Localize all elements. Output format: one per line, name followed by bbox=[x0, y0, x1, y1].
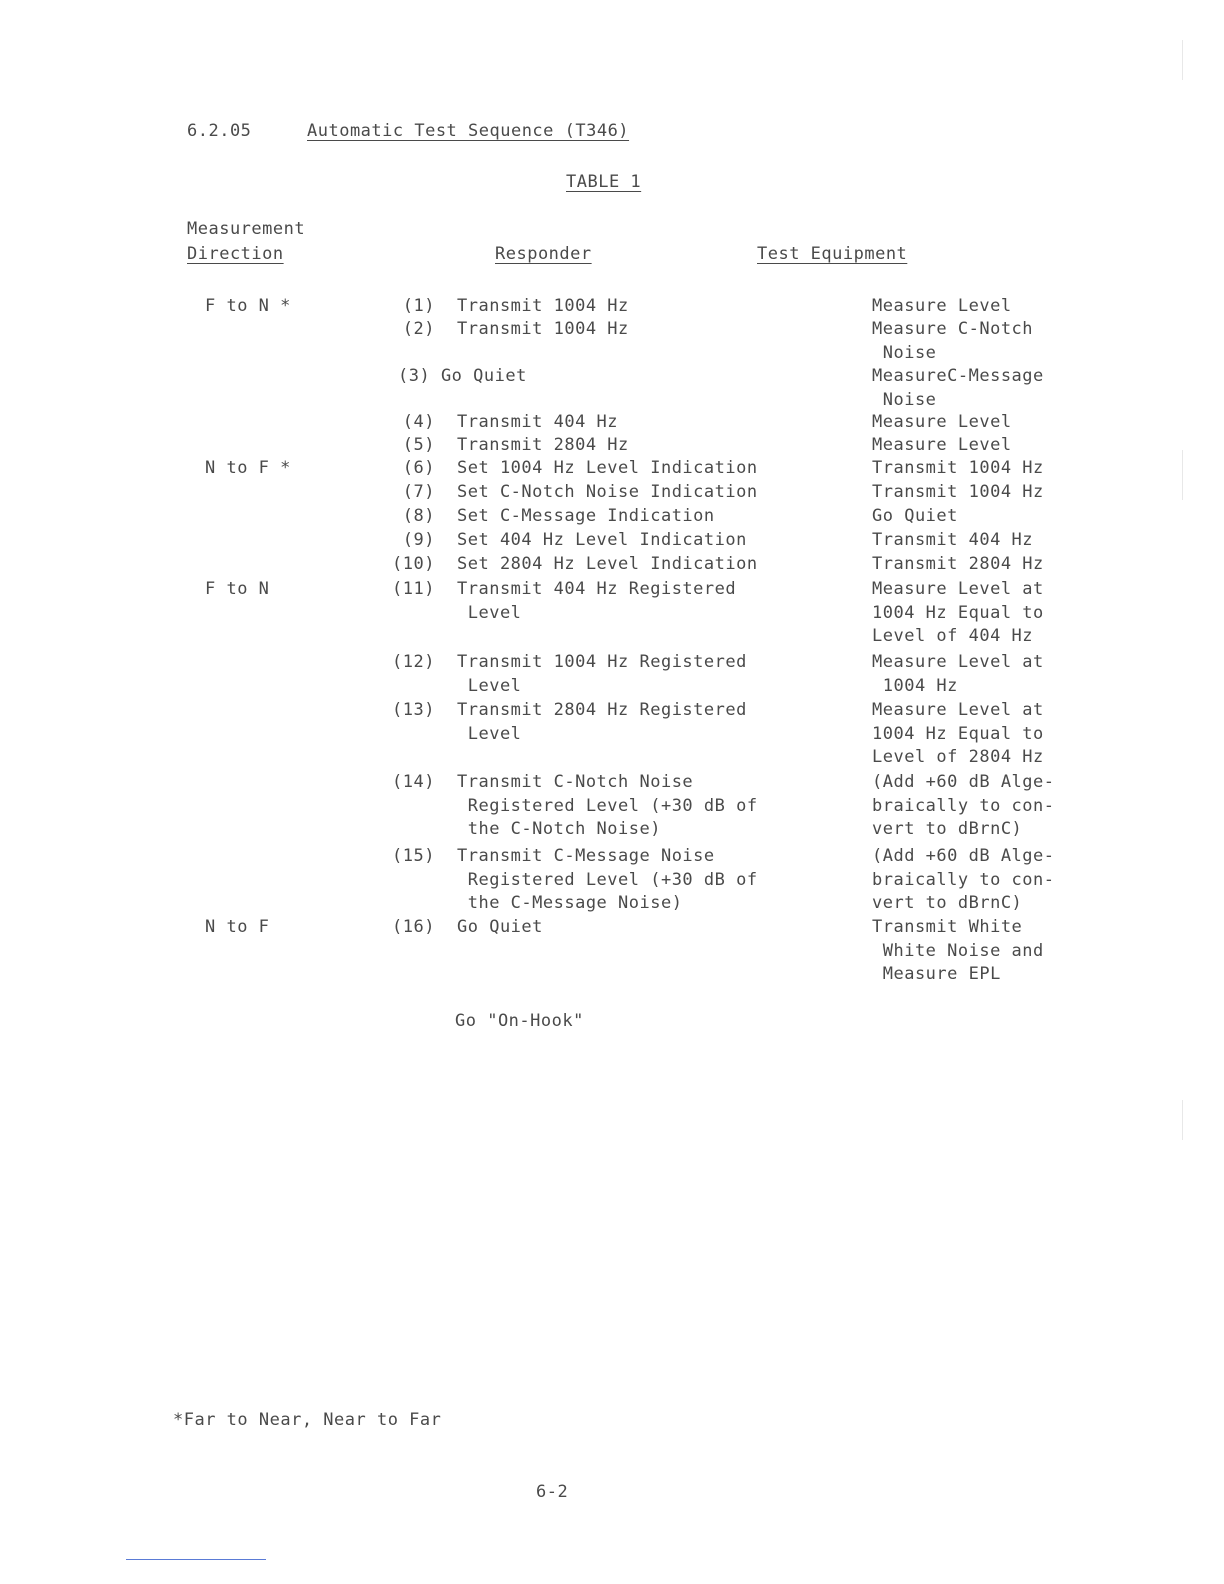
column-header-direction-line2: Direction bbox=[187, 244, 284, 264]
responder-action: Transmit 1004 Hz Registered bbox=[457, 652, 747, 672]
test-equipment-action: braically to con- bbox=[872, 795, 1055, 816]
step-number: (5) bbox=[402, 435, 435, 455]
step-number: (1) bbox=[402, 296, 435, 316]
measurement-direction: N to F * bbox=[205, 458, 291, 478]
test-equipment-action: braically to con- bbox=[872, 869, 1055, 890]
measurement-direction: N to F bbox=[205, 917, 270, 937]
responder-action: Registered Level (+30 dB of bbox=[457, 795, 758, 816]
table-title: TABLE 1 bbox=[566, 172, 642, 192]
responder-action: Go Quiet bbox=[457, 917, 543, 937]
step-number: (11) bbox=[392, 579, 435, 599]
test-equipment-action: Measure Level bbox=[872, 435, 1012, 455]
column-header-direction-line1: Measurement bbox=[187, 219, 306, 239]
test-equipment-action: (Add +60 dB Alge- bbox=[872, 846, 1055, 866]
responder-action: Set C-Message Indication bbox=[457, 506, 715, 526]
measurement-direction: F to N * bbox=[205, 296, 291, 316]
test-equipment-action: 1004 Hz bbox=[872, 675, 958, 696]
test-equipment-action: MeasureC-Message bbox=[872, 366, 1044, 386]
test-equipment-action: 1004 Hz Equal to bbox=[872, 602, 1044, 623]
test-equipment-action: Measure C-Notch bbox=[872, 319, 1034, 339]
step-number: (2) bbox=[402, 319, 435, 339]
test-equipment-action: Measure Level bbox=[872, 412, 1012, 432]
scan-edge-mark bbox=[1182, 1100, 1183, 1140]
test-equipment-action: 1004 Hz Equal to bbox=[872, 723, 1044, 744]
responder-action: Transmit 404 Hz bbox=[457, 412, 619, 432]
test-equipment-action: Noise bbox=[872, 342, 937, 363]
scan-edge-mark bbox=[1182, 450, 1183, 500]
responder-action: Level bbox=[457, 602, 522, 623]
test-equipment-action: Go Quiet bbox=[872, 506, 958, 526]
responder-action: Transmit C-Notch Noise bbox=[457, 772, 694, 792]
bottom-rule bbox=[126, 1559, 266, 1560]
step-number: (8) bbox=[402, 506, 435, 526]
responder-action: the C-Notch Noise) bbox=[457, 819, 661, 839]
step-number: (3) Go Quiet bbox=[398, 366, 527, 386]
column-header-responder: Responder bbox=[495, 244, 592, 264]
step-number: (6) bbox=[402, 458, 435, 478]
test-equipment-action: Measure Level at bbox=[872, 579, 1044, 599]
responder-action: Transmit 1004 Hz bbox=[457, 319, 629, 339]
responder-action: Transmit 1004 Hz bbox=[457, 296, 629, 316]
test-equipment-action: Transmit White bbox=[872, 917, 1023, 937]
column-header-test-equipment: Test Equipment bbox=[757, 244, 908, 264]
step-number: (9) bbox=[402, 530, 435, 550]
section-title: Automatic Test Sequence (T346) bbox=[307, 121, 630, 141]
test-equipment-action: Measure EPL bbox=[872, 964, 1001, 984]
scan-edge-mark bbox=[1182, 40, 1183, 80]
test-equipment-action: Transmit 1004 Hz bbox=[872, 482, 1044, 502]
step-number: (4) bbox=[402, 412, 435, 432]
step-number: (12) bbox=[392, 652, 435, 672]
test-equipment-action: Transmit 2804 Hz bbox=[872, 554, 1044, 574]
responder-action: Set 404 Hz Level Indication bbox=[457, 530, 747, 550]
responder-action: the C-Message Noise) bbox=[457, 893, 683, 913]
test-equipment-action: White Noise and bbox=[872, 940, 1044, 961]
step-number: (7) bbox=[402, 482, 435, 502]
step-number: (10) bbox=[392, 554, 435, 574]
responder-action: Transmit 2804 Hz bbox=[457, 435, 629, 455]
test-equipment-action: Measure Level at bbox=[872, 700, 1044, 720]
section-number: 6.2.05 bbox=[187, 121, 252, 141]
step-number: (13) bbox=[392, 700, 435, 720]
step-number: (15) bbox=[392, 846, 435, 866]
step-number: (16) bbox=[392, 917, 435, 937]
test-equipment-action: Transmit 404 Hz bbox=[872, 530, 1034, 550]
test-equipment-action: Level of 2804 Hz bbox=[872, 747, 1044, 767]
responder-action: Transmit C-Message Noise bbox=[457, 846, 715, 866]
test-equipment-action: Level of 404 Hz bbox=[872, 626, 1034, 646]
test-equipment-action: Transmit 1004 Hz bbox=[872, 458, 1044, 478]
test-equipment-action: Measure Level at bbox=[872, 652, 1044, 672]
footnote: *Far to Near, Near to Far bbox=[173, 1410, 442, 1430]
test-equipment-action: Measure Level bbox=[872, 296, 1012, 316]
responder-action: Set 2804 Hz Level Indication bbox=[457, 554, 758, 574]
test-equipment-action: vert to dBrnC) bbox=[872, 819, 1023, 839]
responder-action: Set C-Notch Noise Indication bbox=[457, 482, 758, 502]
test-equipment-action: (Add +60 dB Alge- bbox=[872, 772, 1055, 792]
step-number: (14) bbox=[392, 772, 435, 792]
responder-action: Transmit 2804 Hz Registered bbox=[457, 700, 747, 720]
responder-action: Set 1004 Hz Level Indication bbox=[457, 458, 758, 478]
page-number: 6-2 bbox=[536, 1482, 569, 1502]
closing-instruction: Go "On-Hook" bbox=[455, 1011, 584, 1031]
responder-action: Level bbox=[457, 675, 522, 696]
measurement-direction: F to N bbox=[205, 579, 270, 599]
responder-action: Registered Level (+30 dB of bbox=[457, 869, 758, 890]
test-equipment-action: vert to dBrnC) bbox=[872, 893, 1023, 913]
responder-action: Transmit 404 Hz Registered bbox=[457, 579, 737, 599]
responder-action: Level bbox=[457, 723, 522, 744]
test-equipment-action: Noise bbox=[872, 389, 937, 410]
